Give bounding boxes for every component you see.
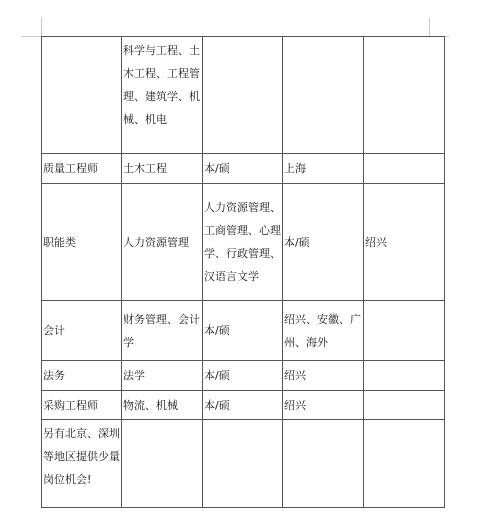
table-cell: [202, 420, 282, 508]
table-cell: 本/硕: [202, 154, 282, 184]
table-row: [42, 154, 445, 184]
table-cell: 本/硕: [202, 361, 282, 391]
table-cell: 绍兴: [363, 184, 444, 301]
table-cell: [363, 37, 444, 154]
table-cell: 本/硕: [282, 184, 363, 301]
table-cell: 绍兴、安徽、广州、海外: [282, 301, 363, 361]
table-cell: 质量工程师: [42, 154, 122, 184]
table-cell: 人力资源管理: [121, 184, 202, 301]
crop-mark-top-left-vertical: [41, 18, 42, 37]
table-cell: 本/硕: [202, 391, 282, 420]
table-row: [42, 391, 445, 420]
crop-mark-top-right-vertical: [429, 18, 430, 37]
table-cell: 职能类: [42, 184, 122, 301]
crop-mark-top-left-horizontal: [22, 36, 42, 37]
table-cell: 物流、机械: [121, 391, 202, 420]
table-cell: [121, 420, 202, 508]
table-cell: [202, 37, 282, 154]
table-cell: 人力资源管理、工商管理、心理学、行政管理、汉语言文学: [202, 184, 282, 301]
table-cell: [282, 420, 363, 508]
table-cell: 土木工程: [121, 154, 202, 184]
table-row: [42, 301, 445, 361]
table-cell: 法务: [42, 361, 122, 391]
table-cell: 本/硕: [202, 301, 282, 361]
table-cell: [363, 154, 444, 184]
table-cell: 会计: [42, 301, 122, 361]
table-row: [42, 37, 445, 154]
table-cell: [363, 361, 444, 391]
table-cell: 上海: [282, 154, 363, 184]
table-cell: [363, 420, 444, 508]
table-cell: 另有北京、深圳等地区提供少量岗位机会!: [42, 420, 122, 508]
table-row: [42, 420, 445, 508]
table-cell: [282, 37, 363, 154]
recruitment-table: [41, 36, 445, 508]
table-cell: 法学: [121, 361, 202, 391]
table-cell: 绍兴: [282, 391, 363, 420]
table-cell: 采购工程师: [42, 391, 122, 420]
table-cell: 绍兴: [282, 361, 363, 391]
table-cell: [363, 391, 444, 420]
table-row: [42, 361, 445, 391]
table-row: [42, 184, 445, 301]
table-cell: 科学与工程、土木工程、工程管理、建筑学、机械、机电: [121, 37, 202, 154]
table-cell: [42, 37, 122, 154]
table-cell: 财务管理、会计学: [121, 301, 202, 361]
table-cell: [363, 301, 444, 361]
